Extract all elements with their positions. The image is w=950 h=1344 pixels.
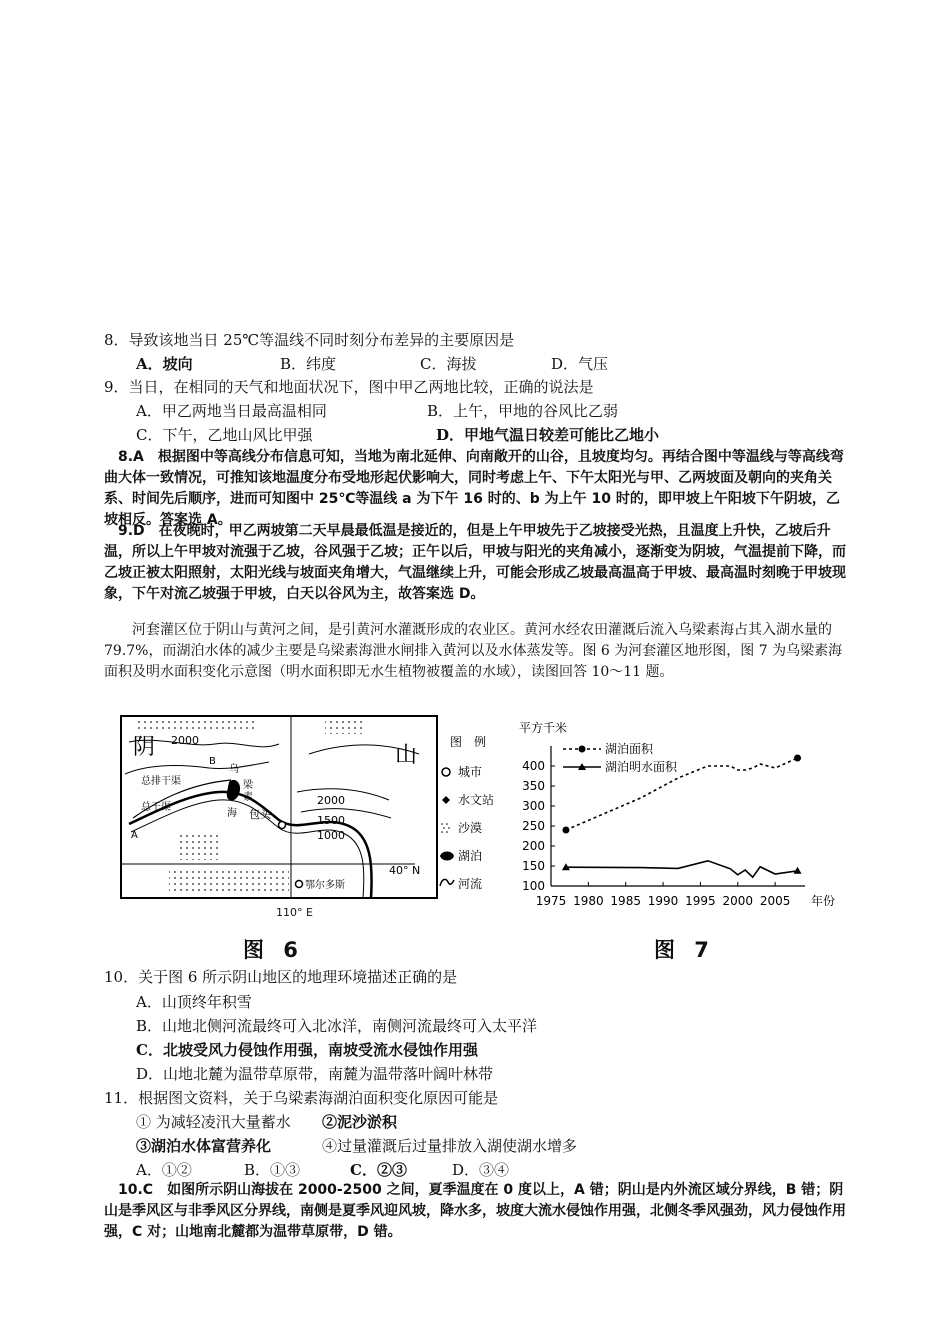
label-lake-2: 梁 bbox=[243, 780, 253, 791]
label-lake-1: 乌 bbox=[229, 764, 239, 775]
map-legend bbox=[438, 732, 508, 892]
q10-option-d: D．山地北麓为温带草原带，南麓为温带落叶阔叶林带 bbox=[136, 1065, 494, 1083]
series-line-1 bbox=[566, 758, 798, 830]
label-city-erdos: 鄂尔多斯 bbox=[305, 880, 345, 891]
x-tick-label: 2000 bbox=[722, 894, 754, 908]
q11-option-d: D．③④ bbox=[452, 1161, 510, 1179]
x-axis-label: 年份 bbox=[811, 894, 836, 908]
y-tick-label: 400 bbox=[522, 759, 545, 773]
intro-paragraph: 河套灌区位于阴山与黄河之间，是引黄河水灌溉形成的农业区。黄河水经农田灌溉后流入乌梁素海占其入湖水量的 79.7%，而湖泊水体的减少主要是乌梁素海泄水闸排入黄河以及水体蒸发等。图 6 为河套灌区地形图，图 7 为乌梁素海面积及明水面积变化示意图（明水面积即无水生植物被覆盖的水域），读图回答 10～11 题。 bbox=[104, 622, 843, 680]
q11-stem: 11．根据图文资料，关于乌梁素海湖泊面积变化原因可能是 bbox=[104, 1089, 499, 1107]
contour-label-2000: 2000 bbox=[317, 794, 345, 807]
contour-label-2000-top: 2000 bbox=[171, 734, 199, 747]
legend-river-label: 河流 bbox=[458, 877, 483, 891]
legend-label-1: 湖泊面积 bbox=[605, 742, 654, 756]
city-baotou-marker bbox=[279, 822, 286, 829]
desert-top bbox=[137, 720, 257, 730]
series-line-2 bbox=[566, 861, 798, 877]
q8-option-d: D．气压 bbox=[551, 355, 609, 373]
q10-stem: 10．关于图 6 所示阴山地区的地理环境描述正确的是 bbox=[104, 968, 458, 986]
x-tick-label: 1995 bbox=[685, 894, 716, 908]
contour-label-1000: 1000 bbox=[317, 829, 345, 842]
y-tick-label: 300 bbox=[522, 799, 545, 813]
label-main-canal: 总排干渠 bbox=[141, 776, 181, 787]
q10-option-c: C．北坡受风力侵蚀作用强，南坡受流水侵蚀作用强 bbox=[136, 1041, 478, 1059]
legend-desert-dots bbox=[441, 823, 450, 833]
x-tick-label: 1990 bbox=[647, 894, 679, 908]
label-latitude: 40° N bbox=[389, 864, 421, 877]
answer-10: 10.C 如图所示阴山海拔在 2000-2500 之间，夏季温度在 0 度以上，A 错；阴山是内外流区域分界线，B 错；阴山是季风区与非季风区分界线，南侧是夏季风迎风坡，降水多，坡度大流水侵蚀作用强，北侧冬季风强劲，风力侵蚀作用强，C 对；山地南北麓都为温带草原带，D 错。 bbox=[104, 1182, 846, 1240]
contour-label-1500: 1500 bbox=[317, 814, 345, 827]
q9-option-b: B．上午，甲地的谷风比乙弱 bbox=[427, 402, 619, 420]
q9-stem: 9．当日，在相同的天气和地面状况下，图中甲乙两地比较，正确的说法是 bbox=[104, 378, 594, 396]
q11-item-1: ① 为减轻凌汛大量蓄水 bbox=[136, 1113, 291, 1131]
label-point-b: B bbox=[209, 756, 216, 767]
label-lake-3: 素 bbox=[243, 792, 253, 803]
q11-option-a: A．①② bbox=[136, 1161, 192, 1179]
legend-river-icon bbox=[440, 879, 454, 886]
y-tick-label: 250 bbox=[522, 819, 545, 833]
q10-option-a: A．山顶终年积雪 bbox=[136, 993, 252, 1011]
x-tick-label: 2005 bbox=[759, 894, 791, 908]
desert-bottom bbox=[169, 868, 289, 894]
q11-option-b: B．①③ bbox=[244, 1161, 301, 1179]
q11-item-2: ②泥沙淤积 bbox=[322, 1113, 398, 1131]
desert-right bbox=[325, 720, 365, 734]
y-tick-label: 350 bbox=[522, 779, 545, 793]
q10-option-b: B．山地北侧河流最终可入北冰洋，南侧河流最终可入太平洋 bbox=[136, 1017, 538, 1035]
label-yin-mountain: 阴 bbox=[133, 735, 156, 760]
q9-option-a: A．甲乙两地当日最高温相同 bbox=[136, 402, 327, 420]
series-point bbox=[562, 827, 569, 834]
y-tick-label: 100 bbox=[522, 879, 545, 893]
series-point bbox=[794, 755, 801, 762]
legend-city-icon bbox=[442, 768, 450, 776]
legend-label-2: 湖泊明水面积 bbox=[605, 760, 678, 774]
label-shan-mountain: 山 bbox=[395, 743, 418, 768]
q8-option-b: B．纬度 bbox=[280, 355, 337, 373]
legend-city-label: 城市 bbox=[458, 765, 483, 779]
q9-option-c: C．下午，乙地山风比甲强 bbox=[136, 426, 313, 444]
x-tick-label: 1985 bbox=[610, 894, 641, 908]
q8-option-c: C．海拔 bbox=[420, 355, 477, 373]
series-point bbox=[794, 867, 802, 874]
figure-6-map bbox=[119, 714, 439, 900]
legend-station-icon bbox=[442, 796, 450, 804]
y-axis-label: 平方千米 bbox=[519, 721, 568, 735]
figure-7-caption: 图 7 bbox=[654, 938, 715, 962]
q8-option-a: A．坡向 bbox=[136, 355, 193, 373]
legend-desert-label: 沙漠 bbox=[458, 821, 483, 835]
legend-lake-label: 湖泊 bbox=[458, 849, 483, 863]
answer-9: 9.D 在夜晚时，甲乙两坡第二天早晨最低温是接近的，但是上午甲坡先于乙坡接受光热，且温度上升快，乙坡后升温，所以上午甲坡对流强于乙坡，谷风强于乙坡；正午以后，甲坡与阳光的夹角减小，逐渐变为阴坡，气温提前下降，而乙坡正被太阳照射，太阳光线与坡面夹角增大，气温继续上升，可能会形成乙坡最高温高于甲坡、最高温时刻晚于甲坡现象，下午对流乙坡强于甲坡，白天以谷风为主，故答案选 D。 bbox=[104, 523, 846, 602]
legend-title: 图 例 bbox=[450, 735, 487, 749]
label-second-canal: 总干渠 bbox=[141, 802, 171, 813]
q11-option-c: C．②③ bbox=[350, 1161, 407, 1179]
x-tick-label: 1975 bbox=[535, 894, 567, 908]
label-longitude: 110° E bbox=[276, 906, 313, 919]
label-point-a: A bbox=[131, 830, 138, 841]
label-city-baotou: 包头 bbox=[249, 808, 271, 821]
q11-item-3: ③湖泊水体富营养化 bbox=[136, 1137, 272, 1155]
y-tick-label: 150 bbox=[522, 859, 545, 873]
city-erdos-marker bbox=[296, 881, 303, 888]
legend-station-label: 水文站 bbox=[458, 793, 495, 807]
legend-lake-icon bbox=[440, 852, 454, 861]
figure-7-chart bbox=[505, 718, 850, 924]
q8-stem: 8．导致该地当日 25℃等温线不同时刻分布差异的主要原因是 bbox=[104, 331, 515, 349]
y-tick-label: 200 bbox=[522, 839, 545, 853]
legend-marker bbox=[579, 746, 586, 753]
q11-item-4: ④过量灌溉后过量排放入湖使湖水增多 bbox=[322, 1137, 578, 1155]
figure-6-caption: 图 6 bbox=[243, 938, 304, 962]
desert-middle bbox=[177, 832, 219, 860]
label-lake-4: 海 bbox=[227, 808, 237, 819]
q9-option-d: D．甲地气温日较差可能比乙地小 bbox=[436, 426, 660, 444]
x-tick-label: 1980 bbox=[573, 894, 604, 908]
answer-8: 8.A 根据图中等高线分布信息可知，当地为南北延伸、向南敞开的山谷，且坡度均匀。再结合图中等温线与等高线弯曲大体一致情况，可推知该地温度分布受地形起伏影响大，同时考虑上午、下午太阳光与甲、乙两坡面及朝向的夹角关系、时间先后顺序，进而可知图中 25℃等温线 a 为下午 16 时的、b 为上午 10 时的，即甲坡上午阳坡下午阴坡，乙坡相反。答案选 A。 bbox=[104, 449, 844, 528]
